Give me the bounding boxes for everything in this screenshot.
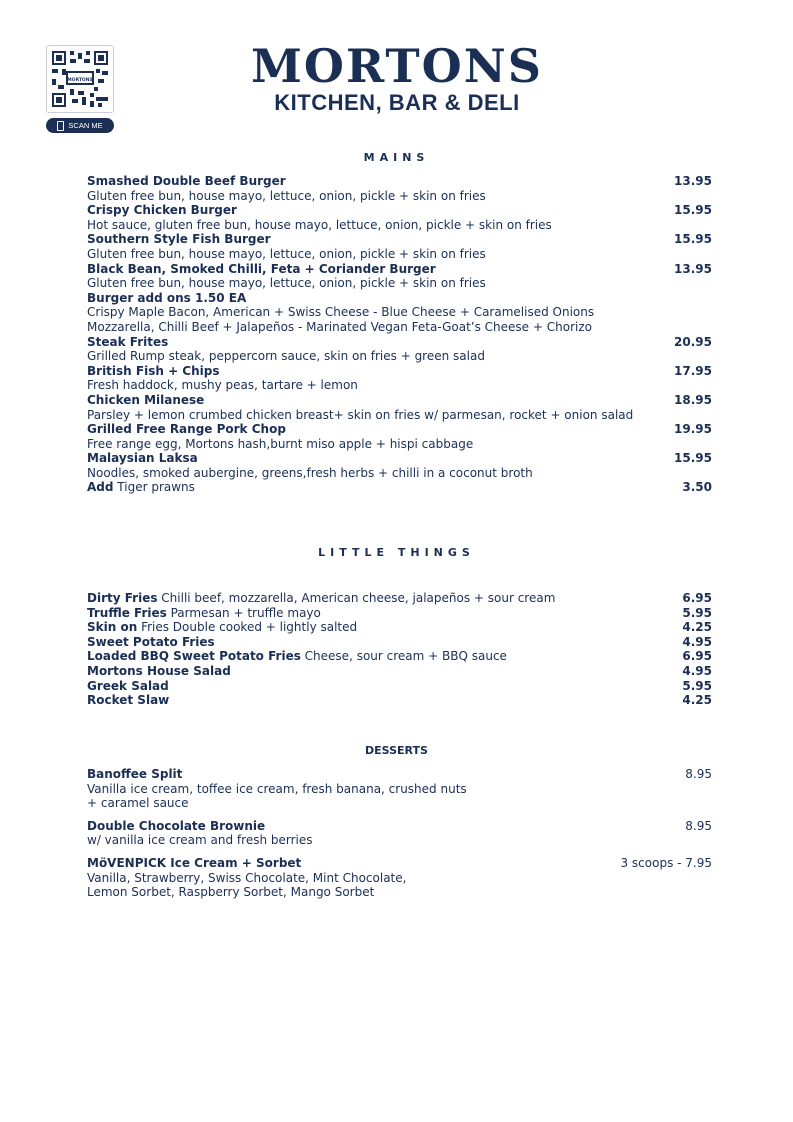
item-name: MöVENPICK Ice Cream + Sorbet [87,855,302,870]
item-description: Chilli beef, mozzarella, American cheese, jalapeños + sour cream [157,591,556,605]
side-item [87,591,712,606]
menu-item [87,422,712,451]
qr-inner-label: MORTONS [67,78,93,83]
qr-code-block[interactable] [46,45,114,133]
item-name: Chicken Milanese [87,392,205,407]
item-price: 4.95 [682,663,712,678]
little-things-list [87,591,712,708]
item-price: 3 scoops - 7.95 [620,855,712,870]
dessert-item [87,819,712,848]
item-price: 4.25 [682,620,712,635]
burger-addons [87,291,712,335]
item-price: 5.95 [682,605,712,620]
item-description: Fries Double cooked + lightly salted [137,620,358,635]
side-item [87,606,712,621]
item-name: Mortons House Salad [87,663,231,678]
menu-item [87,335,712,364]
item-price: 18.95 [674,392,712,407]
side-item [87,635,712,650]
item-description: Gluten free bun, house mayo, lettuce, onion, pickle + skin on fries [87,276,486,291]
menu-item [87,262,712,291]
desserts-heading: DESSERTS [365,744,428,757]
side-item [87,620,712,635]
item-name: Smashed Double Beef Burger [87,174,286,188]
item-price: 13.95 [674,174,712,188]
item-price: 8.95 [685,767,712,781]
item-name: Malaysian Laksa [87,451,198,466]
addons-line: Crispy Maple Bacon, American + Swiss Cheese - Blue Cheese + Caramelised Onions [87,305,595,320]
item-description: + caramel sauce [87,796,189,811]
item-name: Banoffee Split [87,767,183,781]
item-description: Vanilla ice cream, toffee ice cream, fresh banana, crushed nuts [87,781,467,796]
item-price: 8.95 [685,818,712,833]
item-name: Rocket Slaw [87,693,170,708]
dessert-item [87,767,712,811]
menu-item [87,232,712,261]
item-description: Parmesan + truffle mayo [166,605,321,620]
item-price: 13.95 [674,261,712,276]
item-name: British Fish + Chips [87,363,220,378]
item-description: Lemon Sorbet, Raspberry Sorbet, Mango Sorbet [87,885,375,900]
brand-logo [229,38,565,116]
item-description: Gluten free bun, house mayo, lettuce, onion, pickle + skin on fries [87,246,486,261]
menu-extra [87,480,712,495]
item-price: 6.95 [682,649,712,664]
item-price: 6.95 [682,591,712,605]
extra-label: Add [87,480,114,495]
item-name: Grilled Free Range Pork Chop [87,422,286,437]
item-price: 17.95 [674,363,712,378]
item-name: Sweet Potato Fries [87,634,215,649]
item-price: 15.95 [674,203,712,218]
mains-list [87,174,712,495]
phone-icon [57,121,64,131]
item-price: 4.25 [682,693,712,708]
side-item [87,649,712,664]
qr-code[interactable] [46,45,114,113]
item-description: Noodles, smoked aubergine, greens,fresh herbs + chilli in a coconut broth [87,465,533,480]
item-price: 20.95 [674,334,712,349]
menu-item [87,393,712,422]
item-description: w/ vanilla ice cream and fresh berries [87,833,313,848]
brand-subtitle: KITCHEN, BAR & DELI [274,90,520,115]
item-name: Greek Salad [87,678,169,693]
item-name: Loaded BBQ Sweet Potato Fries [87,649,301,664]
item-description: Free range egg, Mortons hash,burnt miso apple + hispi cabbage [87,436,474,451]
extra-description: Tiger prawns [113,480,195,495]
item-description: Grilled Rump steak, peppercorn sauce, skin on fries + green salad [87,349,485,364]
item-price: 15.95 [674,451,712,466]
item-name: Southern Style Fish Burger [87,232,271,247]
item-name: Truffle Fries [87,605,167,620]
item-description: Vanilla, Strawberry, Swiss Chocolate, Mint Chocolate, [87,870,407,885]
mains-heading: MAINS [363,151,430,164]
item-name: Black Bean, Smoked Chilli, Feta + Coriander Burger [87,261,436,276]
menu-item [87,364,712,393]
item-description: Parsley + lemon crumbed chicken breast+ skin on fries w/ parmesan, rocket + onion salad [87,407,634,422]
item-price: 4.95 [682,634,712,649]
item-description: Gluten free bun, house mayo, lettuce, onion, pickle + skin on fries [87,188,486,203]
menu-item [87,203,712,232]
side-item [87,664,712,679]
scan-me-label: SCAN ME [68,121,103,130]
brand-name: MORTONS [251,39,543,93]
item-name: Crispy Chicken Burger [87,203,237,218]
qr-code-icon [52,51,108,107]
item-name: Skin on [87,620,138,635]
dessert-item [87,856,712,900]
item-price: 5.95 [682,678,712,693]
scan-me-badge[interactable] [46,118,114,133]
menu-item [87,174,712,203]
item-description: Fresh haddock, mushy peas, tartare + lemon [87,378,358,393]
side-item [87,679,712,694]
item-price: 3.50 [682,480,712,495]
side-item [87,693,712,708]
addons-title: Burger add ons 1.50 EA [87,290,247,305]
item-name: Steak Frites [87,334,169,349]
desserts-list [87,767,712,908]
item-description: Cheese, sour cream + BBQ sauce [300,649,507,664]
item-name: Dirty Fries [87,591,158,605]
item-name: Double Chocolate Brownie [87,818,266,833]
addons-line: Mozzarella, Chilli Beef + Jalapeños - Marinated Vegan Feta-Goat’s Cheese + Chorizo [87,319,592,334]
little-things-heading: LITTLE THINGS [318,546,475,559]
item-price: 19.95 [674,422,712,437]
menu-item [87,451,712,480]
item-description: Hot sauce, gluten free bun, house mayo, lettuce, onion, pickle + skin on fries [87,217,552,232]
item-price: 15.95 [674,232,712,247]
